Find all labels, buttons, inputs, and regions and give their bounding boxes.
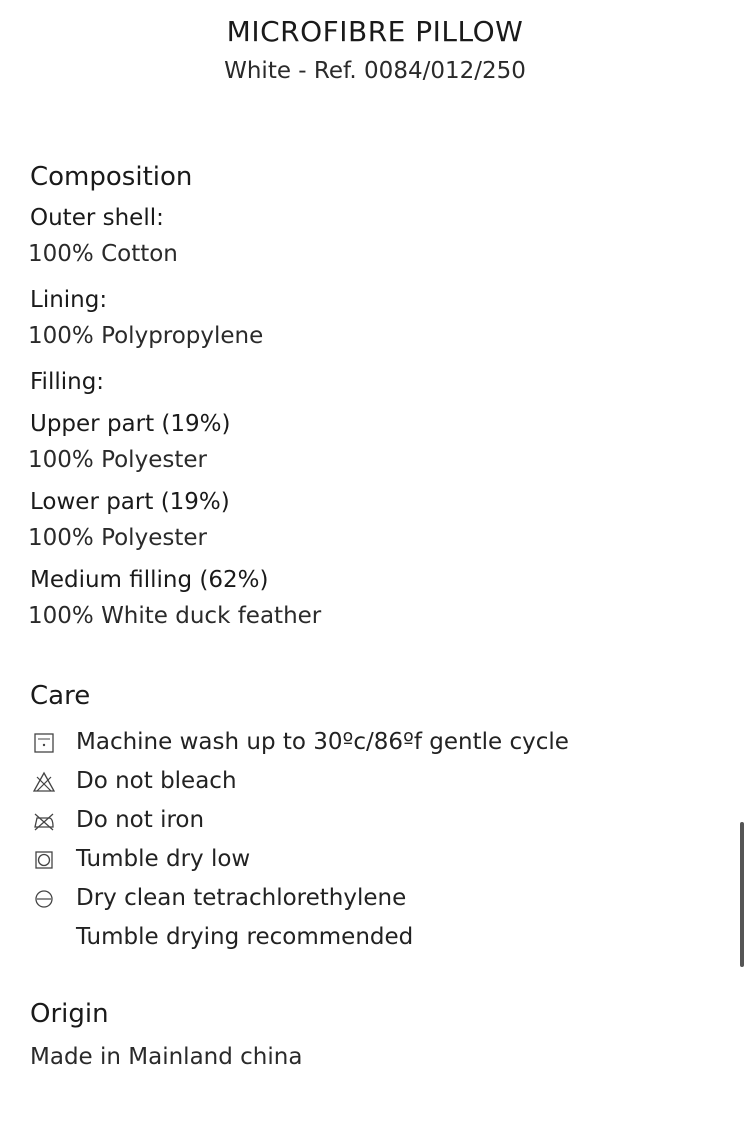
composition-value: 100% Polyester [28, 447, 207, 473]
product-reference: White - Ref. 0084/012/250 [224, 58, 526, 84]
care-item [30, 879, 720, 918]
composition-value: 100% Polypropylene [28, 323, 264, 349]
care-text: Dry clean tetrachlorethylene [76, 885, 407, 911]
composition-label: Upper part (19%) [30, 411, 231, 437]
care-item [30, 918, 720, 957]
origin-title: Origin [30, 999, 109, 1029]
dry-clean-icon [32, 887, 56, 911]
composition-outer-shell [30, 200, 720, 272]
care-item [30, 723, 720, 762]
origin-value: Made in Mainland china [30, 1044, 303, 1070]
product-title: MICROFIBRE PILLOW [226, 15, 524, 48]
composition-title: Composition [30, 162, 193, 192]
care-item [30, 762, 720, 801]
care-text: Tumble dry low [76, 846, 251, 872]
care-text: Tumble drying recommended [76, 924, 414, 950]
composition-value: 100% White duck feather [28, 603, 322, 629]
do-not-iron-icon [32, 809, 56, 833]
composition-label: Filling: [30, 369, 105, 395]
composition-value: 100% Cotton [28, 241, 178, 267]
origin-section [30, 997, 720, 1075]
composition-label: Outer shell: [30, 205, 164, 231]
care-title: Care [30, 681, 91, 711]
composition-label: Lining: [30, 287, 108, 313]
blank-icon-spacer [32, 926, 56, 950]
composition-lower-part [30, 484, 720, 556]
care-text: Do not bleach [76, 768, 237, 794]
machine-wash-icon [32, 731, 56, 755]
composition-section [30, 160, 720, 634]
care-text: Do not iron [76, 807, 205, 833]
composition-value: 100% Polyester [28, 525, 207, 551]
care-section [30, 679, 720, 957]
care-list [30, 723, 720, 957]
composition-upper-part [30, 406, 720, 478]
tumble-dry-low-icon [32, 848, 56, 872]
care-item [30, 801, 720, 840]
care-item [30, 840, 720, 879]
scrollbar[interactable] [740, 822, 744, 967]
product-header [0, 14, 750, 86]
care-text: Machine wash up to 30ºc/86ºf gentle cycle [76, 729, 569, 755]
composition-filling [30, 364, 720, 400]
composition-label: Medium filling (62%) [30, 567, 269, 593]
composition-medium-filling [30, 562, 720, 634]
composition-lining [30, 282, 720, 354]
do-not-bleach-icon [32, 770, 56, 794]
composition-label: Lower part (19%) [30, 489, 230, 515]
